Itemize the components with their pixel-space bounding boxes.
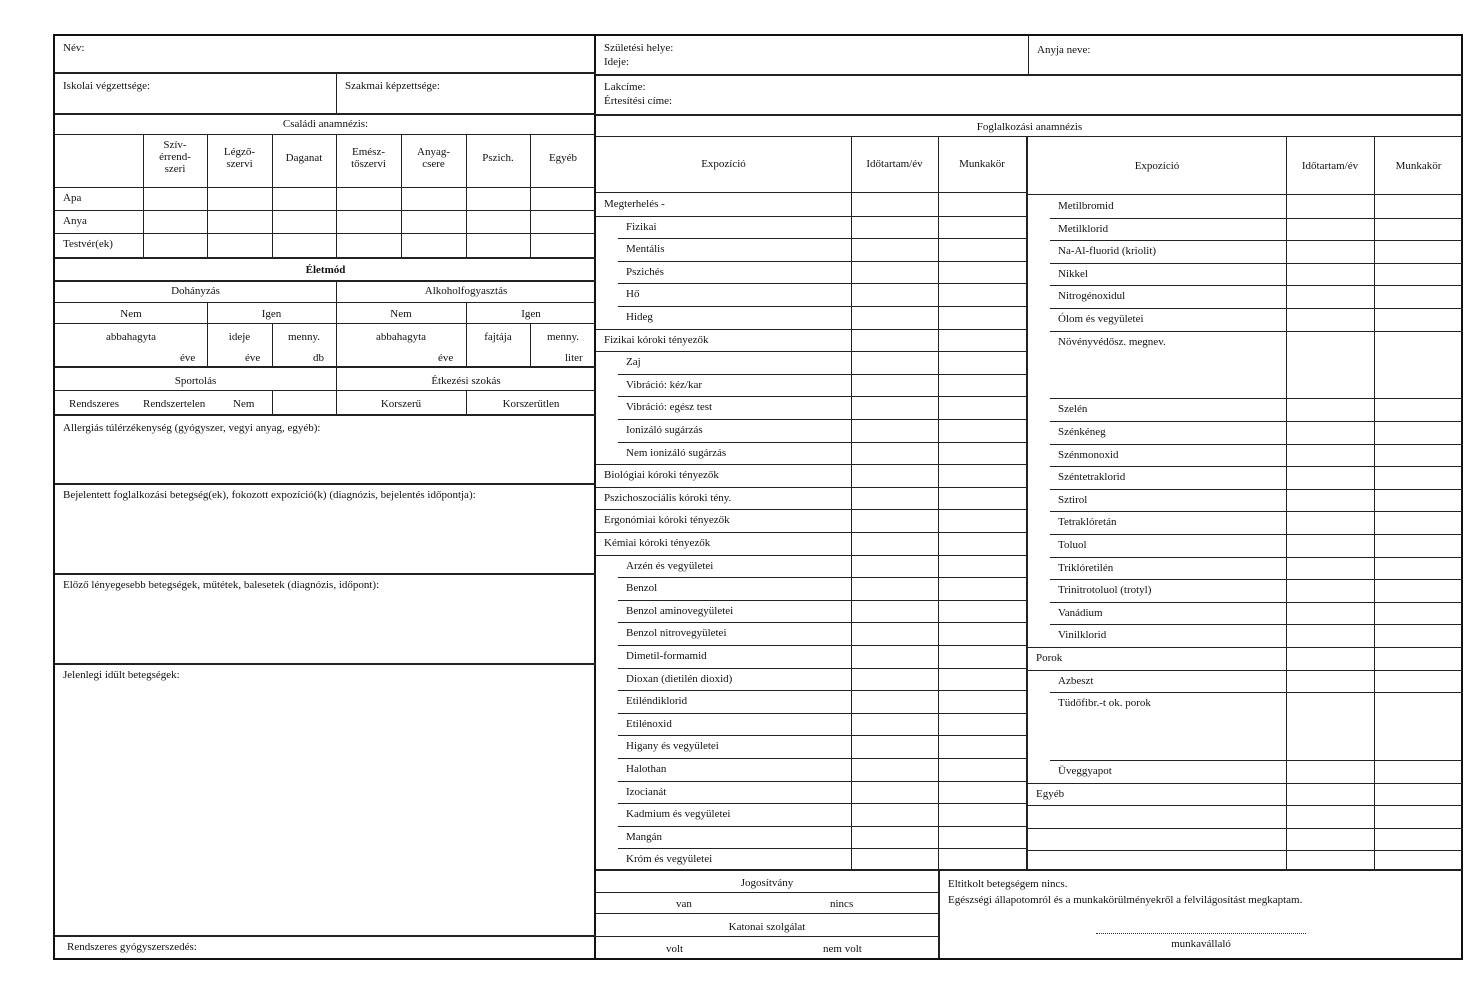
exposure-item: Metilbromid <box>1058 200 1114 212</box>
education-label: Iskolai végzettsége: <box>63 80 151 92</box>
chronic-illness-label: Jelenlegi idült betegségek: <box>63 669 180 681</box>
license-yes: van <box>676 898 692 910</box>
exposure-item: Zaj <box>626 356 641 369</box>
family-row-label: Anya <box>63 215 87 227</box>
exposure-item: Növényvédősz. megnev. <box>1058 335 1166 348</box>
smoking-amount: menny. <box>288 331 320 343</box>
exposure-item: Na-Al-fluorid (kriolit) <box>1058 245 1157 258</box>
family-title: Családi anamnézis: <box>282 118 369 130</box>
smoking-label: Dohányzás <box>171 285 220 297</box>
col-job-left: Munkakör <box>959 158 1005 170</box>
sport-irregular: Rendszertelen <box>143 398 206 410</box>
exposure-item: Arzén és vegyületei <box>626 559 714 572</box>
occupation-title: Foglalkozási anamnézis <box>976 121 1083 133</box>
exposure-item: Vibráció: kéz/kar <box>626 378 702 391</box>
alcohol-no: Nem <box>390 308 412 320</box>
signature-label: munkavállaló <box>1171 938 1231 950</box>
exposure-item: Hideg <box>626 311 653 323</box>
exposure-item: Tetraklóretán <box>1058 516 1117 529</box>
family-col-header: Emész- tőszervi <box>351 146 386 170</box>
exposure-item: Nem ionizáló sugárzás <box>626 446 727 459</box>
exposure-item: Benzol aminovegyületei <box>626 604 734 617</box>
exposure-item: Egyéb <box>1036 787 1065 800</box>
exposure-item: Pszichés <box>626 265 664 278</box>
family-row-label: Apa <box>63 192 82 204</box>
exposure-item: Etiléndiklorid <box>626 695 688 708</box>
exposure-item: Széntetraklorid <box>1058 471 1126 484</box>
smoking-yes: Igen <box>261 308 282 320</box>
family-col-header: Pszich. <box>482 152 514 164</box>
family-row-label: Testvér(ek) <box>63 238 113 250</box>
family-col-header: Daganat <box>285 152 323 164</box>
alcohol-yes: Igen <box>521 308 541 320</box>
license-title: Jogosítvány <box>740 877 794 889</box>
family-col-header: Szív- érrend- szeri <box>159 139 191 175</box>
exposure-item: Fizikai kóroki tényezők <box>604 333 709 346</box>
exposure-item: Trinitrotoluol (trotyl) <box>1058 584 1152 597</box>
license-no: nincs <box>830 898 854 910</box>
smoking-quit: abbahagyta <box>105 331 157 343</box>
exposure-item: Benzol nitrovegyületei <box>626 627 727 640</box>
alcohol-liter: liter <box>565 352 583 364</box>
sport-none: Nem <box>233 398 255 410</box>
exposure-item: Dioxan (dietilén dioxid) <box>626 672 733 685</box>
address-label: Lakcíme: <box>604 81 646 93</box>
exposure-item: Biológiai kóroki tényezők <box>604 469 719 482</box>
birth-place-label: Születési helye: <box>604 42 674 54</box>
exposure-item: Üveggyapot <box>1058 765 1112 777</box>
exposure-item: Szelén <box>1058 403 1088 416</box>
exposure-item: Tüdőfibr.-t ok. porok <box>1058 697 1151 710</box>
smoking-no: Nem <box>120 308 142 320</box>
diet-nonmodern: Korszerűtlen <box>502 398 560 410</box>
exposure-item: Króm és vegyületei <box>626 853 713 866</box>
exposure-item: Vibráció: egész test <box>626 401 713 414</box>
lifestyle-title: Életmód <box>305 264 346 276</box>
medication-label: Rendszeres gyógyszerszedés: <box>67 941 197 953</box>
previous-illness-label: Előző lényegesebb betegségek, műtétek, balesetek (diagnózis, időpont): <box>63 579 380 591</box>
exposure-item: Pszichoszociális kóroki tény. <box>604 491 732 504</box>
exposure-item: Mangán <box>626 830 663 843</box>
exposure-item: Ólom és vegyületei <box>1058 313 1144 325</box>
allergy-label: Allergiás túlérzékenység (gyógyszer, vegyi anyag, egyéb): <box>63 422 321 434</box>
smoking-pcs: db <box>313 352 324 364</box>
family-col-header: Anyag- csere <box>417 146 450 170</box>
signature-line <box>1096 933 1306 934</box>
col-exposure-left: Expozíció <box>701 158 746 170</box>
smoking-since: ideje <box>228 331 251 343</box>
family-col-header: Légző- szervi <box>223 146 256 170</box>
alcohol-amount: menny. <box>547 331 579 343</box>
exposure-item: Etilénoxid <box>626 717 672 730</box>
exposure-item: Dimetil-formamid <box>626 650 707 662</box>
exposure-item: Benzol <box>626 582 658 595</box>
alcohol-quit: abbahagyta <box>375 331 427 343</box>
exposure-item: Megterhelés - <box>604 198 665 210</box>
exposure-item: Higany és vegyületei <box>626 740 719 753</box>
exposure-item: Halothan <box>626 763 667 775</box>
col-job-right: Munkakör <box>1395 160 1442 172</box>
right-panel <box>596 36 1463 958</box>
declaration-line2: Egészségi állapotomról és a munkakörülményekről a felvilágosítást megkaptam. <box>948 894 1303 906</box>
col-exposure-right: Expozíció <box>1134 160 1180 172</box>
exposure-item: Ergonómiai kóroki tényezők <box>604 514 730 527</box>
exposure-item: Hő <box>626 288 640 301</box>
smoking-quit-year: éve <box>180 352 196 364</box>
exposure-item: Toluol <box>1058 539 1087 551</box>
sport-regular: Rendszeres <box>69 398 120 410</box>
left-panel <box>55 36 596 958</box>
exposure-item: Triklóretilén <box>1058 561 1114 574</box>
qualification-label: Szakmai képzettsége: <box>345 80 440 92</box>
alcohol-quit-year: éve <box>438 352 454 364</box>
exposure-item: Vanádium <box>1058 606 1103 619</box>
col-duration-right: Időtartam/év <box>1301 160 1359 172</box>
exposure-item: Ionizáló sugárzás <box>626 424 703 436</box>
exposure-item: Sztirol <box>1058 493 1088 506</box>
exposure-item: Izocianát <box>626 785 667 798</box>
exposure-item: Szénmonoxid <box>1058 448 1119 461</box>
sport-title: Sportolás <box>174 375 217 387</box>
notify-address-label: Értesítési címe: <box>604 95 673 107</box>
exposure-item: Nitrogénoxidul <box>1058 290 1126 303</box>
diet-title: Étkezési szokás <box>431 375 501 387</box>
exposure-item: Nikkel <box>1058 267 1088 280</box>
family-col-header: Egyéb <box>548 152 578 164</box>
exposure-item: Vinilklorid <box>1058 629 1107 642</box>
alcohol-type: fajtája <box>484 331 512 343</box>
military-title: Katonai szolgálat <box>728 921 806 933</box>
alcohol-label: Alkoholfogyasztás <box>424 285 508 297</box>
declaration-line1: Eltitkolt betegségem nincs. <box>948 878 1068 890</box>
diet-modern: Korszerű <box>380 398 422 410</box>
exposure-item: Azbeszt <box>1058 674 1094 687</box>
medical-form <box>53 34 1463 960</box>
occupational-disease-label: Bejelentett foglalkozási betegség(ek), fokozott expozíció(k) (diagnózis, bejelentés időpontja): <box>63 489 476 501</box>
exposure-item: Mentális <box>626 243 665 256</box>
exposure-item: Kémiai kóroki tényezők <box>604 537 711 549</box>
exposure-item: Metilklorid <box>1058 222 1109 235</box>
military-yes: volt <box>666 943 684 955</box>
mother-name-label: Anyja neve: <box>1037 44 1091 56</box>
birth-date-label: Ideje: <box>604 56 630 68</box>
exposure-item: Fizikai <box>626 220 657 233</box>
smoking-since-year: éve <box>245 352 261 364</box>
exposure-item: Szénkéneg <box>1058 426 1106 438</box>
exposure-item: Porok <box>1036 652 1063 664</box>
exposure-item: Kadmium és vegyületei <box>626 808 731 821</box>
name-label: Név: <box>63 42 85 54</box>
military-no: nem volt <box>823 943 862 955</box>
col-duration-left: Időtartam/év <box>866 158 923 170</box>
